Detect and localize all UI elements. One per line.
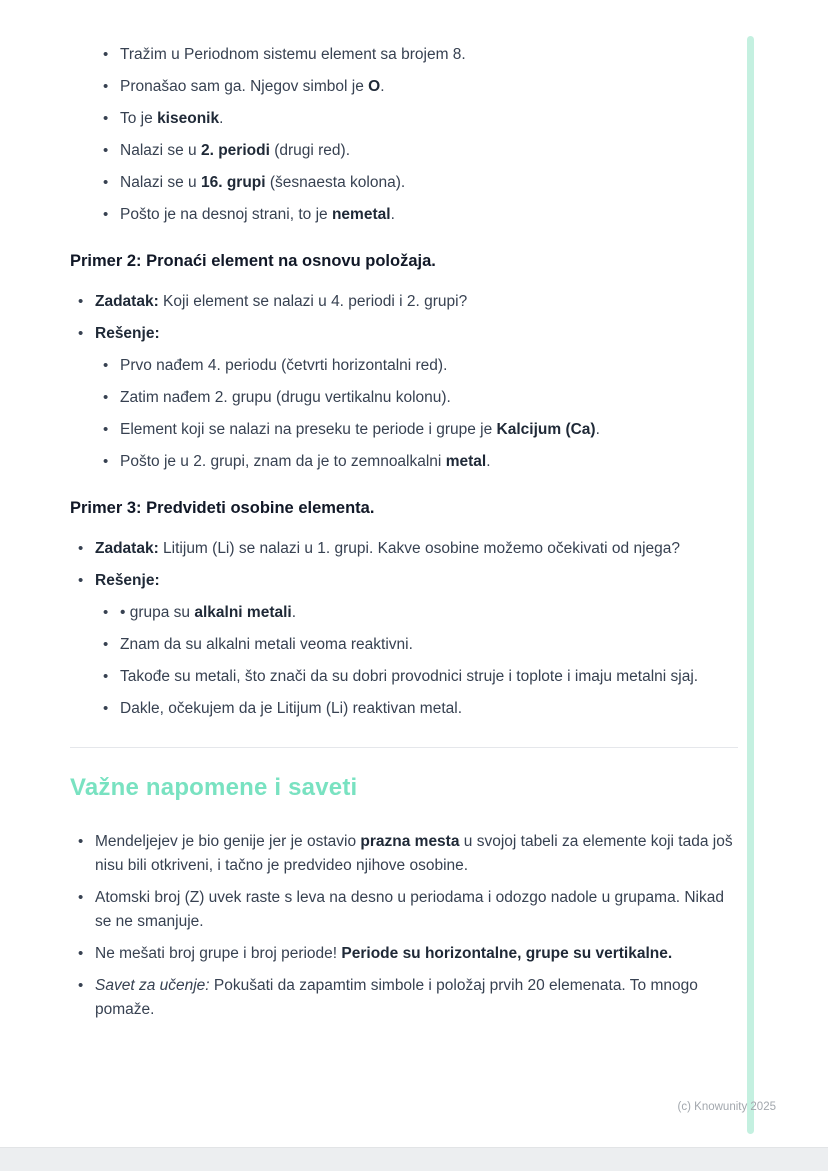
text: . xyxy=(390,206,395,223)
list-item xyxy=(120,386,738,410)
bold-text: O xyxy=(368,78,381,95)
italic-text: Savet za učenje: xyxy=(95,977,210,994)
list-item xyxy=(120,450,738,474)
example-heading: Primer 2: Pronaći element na osnovu položaja. xyxy=(70,252,436,270)
bold-text: Kalcijum (Ca) xyxy=(496,421,596,438)
text: . xyxy=(486,453,491,470)
text: (šesnaesta kolona). xyxy=(265,174,406,191)
text: Tražim u Periodnom sistemu element sa brojem 8. xyxy=(120,46,466,63)
list-item xyxy=(120,107,738,131)
bold-text: prazna mesta xyxy=(360,833,460,850)
list-item xyxy=(120,601,738,625)
right-accent-strip xyxy=(747,36,754,1134)
list-item xyxy=(120,697,738,721)
list-item xyxy=(95,537,738,561)
bold-text: Rešenje: xyxy=(95,325,160,342)
text: Nalazi se u xyxy=(120,142,201,159)
text: Pošto je u 2. grupi, znam da je to zemnoalkalni xyxy=(120,453,446,470)
list-item xyxy=(95,830,738,878)
list-item xyxy=(120,665,738,689)
text: . xyxy=(219,110,224,127)
text: Prvo nađem 4. periodu (četvrti horizontalni red). xyxy=(120,357,448,374)
text: . xyxy=(291,604,297,621)
text: Atomski broj (Z) uvek raste s leva na desno u periodama i odozgo nadole u grupama. Nikad se ne smanjuje. xyxy=(95,889,724,930)
list-item xyxy=(120,75,738,99)
bold-text: alkalni metali xyxy=(194,604,292,621)
list-item xyxy=(120,203,738,227)
bold-text: metal xyxy=(445,453,487,470)
bold-text: Periode su horizontalne, grupe su vertikalne. xyxy=(341,945,673,962)
text: Zatim nađem 2. grupu (drugu vertikalnu kolonu). xyxy=(120,389,451,406)
text: Mendeljejev je bio genije jer je ostavio xyxy=(95,833,361,850)
bold-text: 2. periodi xyxy=(200,142,270,159)
text: Pokušati da zapamtim simbole i položaj prvih 20 elemenata. To mnogo pomaže. xyxy=(95,977,698,1018)
bold-text: Zadatak: xyxy=(95,540,159,557)
list-item xyxy=(95,569,738,593)
text: . xyxy=(595,421,600,438)
bullet-list xyxy=(70,290,738,346)
copyright-footer: (c) Knowunity 2025 xyxy=(677,1101,776,1113)
text: Dakle, očekujem da je Litijum (Li) reaktivan metal. xyxy=(120,700,462,717)
list-item xyxy=(120,354,738,378)
example-heading: Primer 3: Predvideti osobine elementa. xyxy=(70,499,375,517)
text: Pronašao sam ga. Njegov simbol je xyxy=(120,78,369,95)
list-item xyxy=(95,886,738,934)
bold-text: nemetal xyxy=(331,206,391,223)
text: Koji element se nalazi u 4. periodi i 2. grupi? xyxy=(158,293,468,310)
list-item xyxy=(120,139,738,163)
list-item xyxy=(95,322,738,346)
text: Pošto je na desnoj strani, to je xyxy=(120,206,332,223)
text: Znam da su alkalni metali veoma reaktivni. xyxy=(120,636,413,653)
list-item xyxy=(120,633,738,657)
list-item xyxy=(120,418,738,442)
text: Nalazi se u xyxy=(120,174,201,191)
bullet-list xyxy=(70,537,738,593)
bullet-list xyxy=(70,354,738,474)
text: (drugi red). xyxy=(269,142,351,159)
bold-text: kiseonik xyxy=(157,110,220,127)
text: To je xyxy=(120,110,158,127)
text: • grupa su xyxy=(120,604,195,621)
list-item xyxy=(120,43,738,67)
bullet-list xyxy=(70,43,738,227)
text: Takođe su metali, što znači da su dobri provodnici struje i toplote i imaju metalni sjaj. xyxy=(120,668,699,685)
text: Litijum (Li) se nalazi u 1. grupi. Kakve osobine možemo očekivati od njega? xyxy=(158,540,680,557)
list-item xyxy=(120,171,738,195)
section-divider xyxy=(70,747,738,748)
bold-text: Zadatak: xyxy=(95,293,159,310)
section-title: Važne napomene i saveti xyxy=(70,774,358,801)
bold-text: 16. grupi xyxy=(200,174,266,191)
note-content xyxy=(70,43,738,1030)
text: Element koji se nalazi na preseku te periode i grupe je xyxy=(120,421,497,438)
text: u svojoj tabeli za elemente koji tada još nisu bili otkriveni, i tačno je predvideo njihove osobine. xyxy=(95,833,733,874)
list-item xyxy=(95,290,738,314)
bullet-list xyxy=(70,830,738,1022)
list-item xyxy=(95,974,738,1022)
list-item xyxy=(95,942,738,966)
page-gap xyxy=(0,1147,828,1171)
text: Ne mešati broj grupe i broj periode! xyxy=(95,945,342,962)
bullet-list xyxy=(70,601,738,721)
text: . xyxy=(380,78,385,95)
bold-text: Rešenje: xyxy=(95,572,160,589)
